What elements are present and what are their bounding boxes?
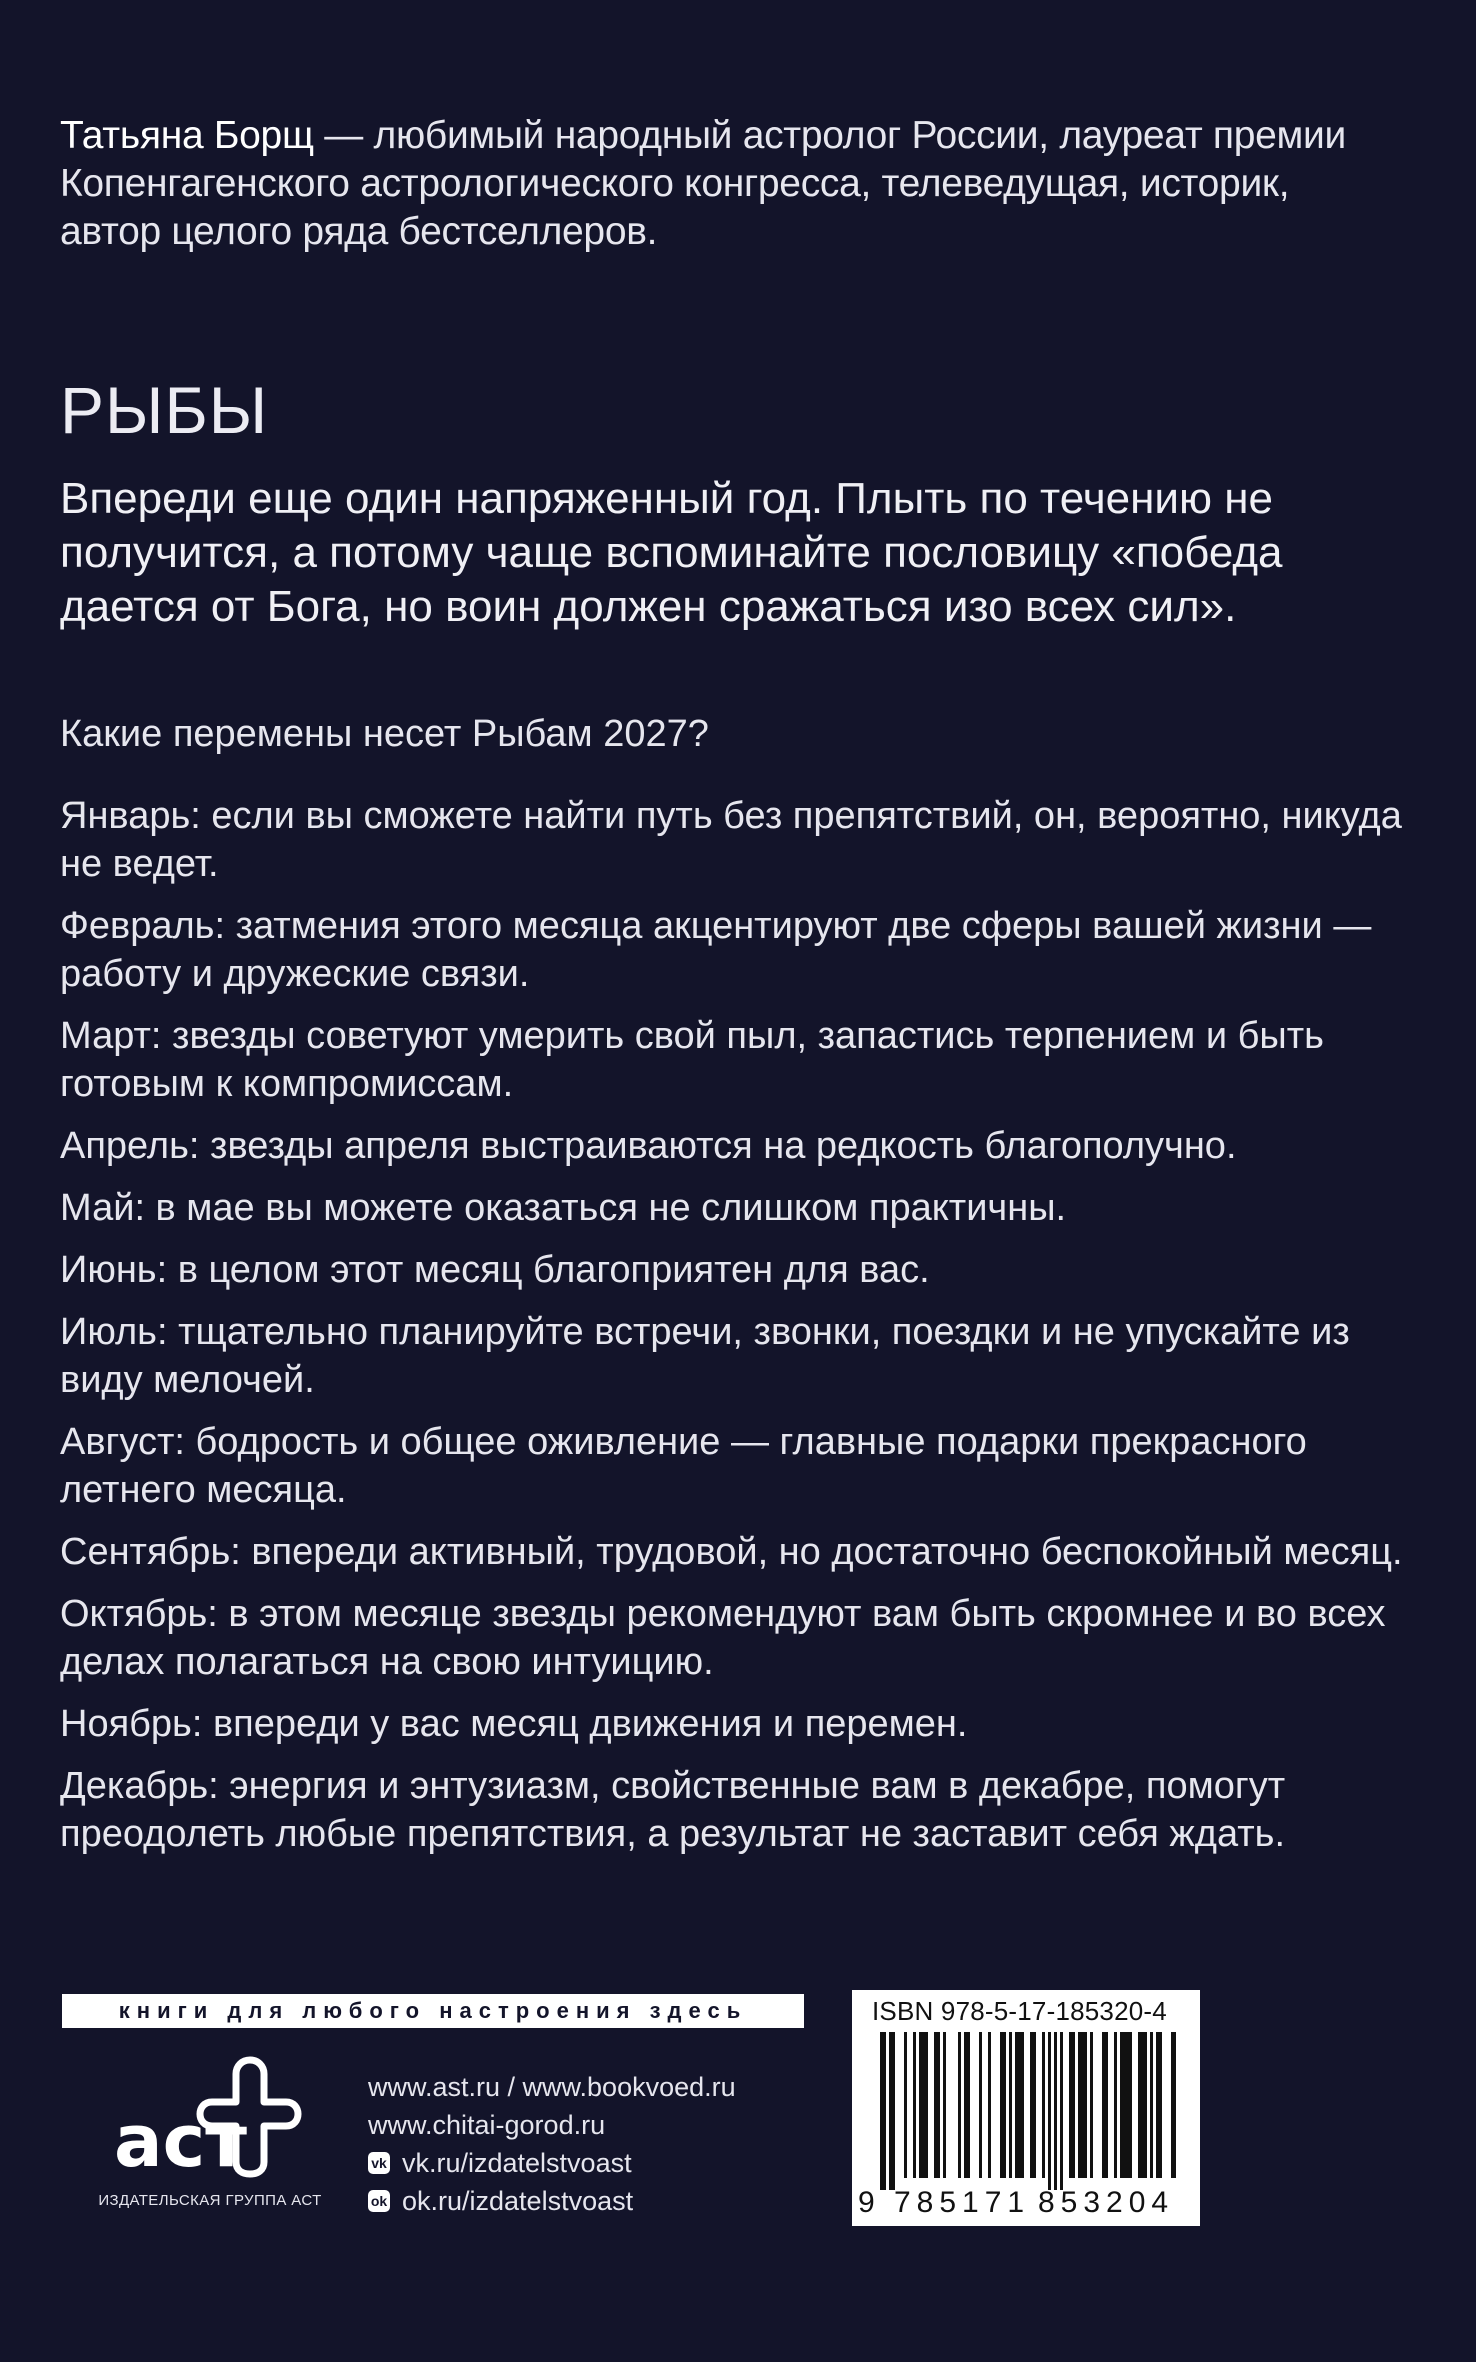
month-march: Март: звезды советуют умерить свой пыл, запастись терпением и быть готовым к компромиссам. [60, 1015, 1324, 1105]
month-january: Январь: если вы сможете найти путь без препятствий, он, вероятно, никуда не ведет. [60, 795, 1402, 885]
barcode-bar [1054, 2032, 1057, 2190]
forecast-question: Какие перемены несет Рыбам 2027? [60, 713, 709, 755]
ok-link[interactable]: ok.ru/izdatelstvoast [402, 2186, 634, 2216]
barcode-digits-right: 853204 [1038, 2186, 1175, 2219]
month-july: Июль: тщательно планируйте встречи, звонки, поездки и не упускайте из виду мелочей. [60, 1311, 1350, 1401]
barcode-bar [1069, 2032, 1075, 2178]
sign-title: РЫБЫ [60, 373, 269, 447]
vk-icon: vk [368, 2152, 390, 2174]
barcode-box [852, 1990, 1200, 2226]
isbn-text: ISBN 978-5-17-185320-4 [872, 1996, 1167, 2026]
month-september: Сентябрь: впереди активный, трудовой, но достаточно беспокойный месяц. [60, 1531, 1403, 1573]
barcode-bar [934, 2032, 940, 2178]
website-link-chitai-gorod[interactable]: www.chitai-gorod.ru [368, 2110, 606, 2140]
link-row-sites [368, 2068, 736, 2106]
barcode-bar [1015, 2032, 1024, 2178]
publisher-links [368, 2068, 736, 2220]
month-october: Октябрь: в этом месяце звезды рекомендуют вам быть скромнее и во всех делах полагаться на свою интуицию. [60, 1593, 1386, 1683]
barcode-digit-first: 9 [858, 2186, 875, 2219]
ok-icon: ok [368, 2190, 390, 2212]
barcode-bar [1048, 2032, 1051, 2190]
barcode-bar [889, 2032, 895, 2190]
barcode-bar [1090, 2032, 1093, 2178]
barcode-bar [964, 2032, 970, 2178]
barcode-bar [958, 2032, 961, 2178]
barcode-bar [880, 2032, 886, 2190]
month-november: Ноябрь: впереди у вас месяц движения и перемен. [60, 1703, 968, 1745]
barcode-bar [988, 2032, 991, 2178]
month-june: Июнь: в целом этот месяц благоприятен для вас. [60, 1249, 930, 1291]
link-row-ok [368, 2182, 736, 2220]
month-december: Декабрь: энергия и энтузиазм, свойственные вам в декабре, помогут преодолеть любые препятствия, а результат не заставит себя ждать. [60, 1765, 1286, 1855]
author-bio [60, 112, 1400, 256]
barcode-bar [1000, 2032, 1006, 2178]
month-april: Апрель: звезды апреля выстраиваются на редкость благополучно. [60, 1125, 1237, 1167]
author-bio-text: — любимый народный астролог России, лауреат премии Копенгагенского астрологического конгресса, телеведущая, историк, автор целого ряда бестселлеров. [60, 114, 1347, 253]
barcode-bar [1156, 2032, 1162, 2178]
ast-logo-text: аст [114, 2099, 247, 2180]
tagline-bar: книги для любого настроения здесь [62, 1994, 804, 2028]
vk-link[interactable]: vk.ru/izdatelstvoast [402, 2148, 632, 2178]
barcode-bar [1078, 2032, 1087, 2178]
barcode-bar [979, 2032, 982, 2178]
barcode-bar [1102, 2032, 1108, 2178]
barcode-bar [1009, 2032, 1012, 2178]
barcode-bar [943, 2032, 946, 2178]
link-row-chitai [368, 2106, 736, 2144]
barcode-bar [1150, 2032, 1153, 2178]
barcode-bar [913, 2032, 916, 2178]
barcode-bar [1042, 2032, 1045, 2178]
barcode [880, 2032, 1176, 2190]
month-may: Май: в мае вы можете оказаться не слишком практичны. [60, 1187, 1067, 1229]
barcode-bar [1060, 2032, 1063, 2190]
barcode-bar [919, 2032, 928, 2178]
barcode-bar [904, 2032, 907, 2178]
barcode-bar [1030, 2032, 1036, 2178]
barcode-bar [1138, 2032, 1147, 2178]
link-row-vk [368, 2144, 736, 2182]
author-name: Татьяна Борщ [60, 114, 314, 157]
barcode-bar [1120, 2032, 1132, 2178]
barcode-digits-left: 785171 [894, 2186, 1031, 2219]
barcode-bar [1171, 2032, 1176, 2178]
sign-intro: Впереди еще один напряженный год. Плыть по течению не получится, а потому чаще вспоминайте пословицу «победа дается от Бога, но воин должен сражаться изо всех сил». [60, 474, 1283, 631]
month-august: Август: бодрость и общее оживление — главные подарки прекрасного летнего месяца. [60, 1421, 1307, 1511]
publisher-name: ИЗДАТЕЛЬСКАЯ ГРУППА АСТ [98, 2192, 322, 2209]
website-links[interactable]: www.ast.ru / www.bookvoed.ru [368, 2072, 736, 2102]
barcode-bar [1114, 2032, 1117, 2178]
monthly-forecast-list [60, 792, 1420, 1872]
ast-logo [100, 2050, 340, 2180]
month-february: Февраль: затмения этого месяца акцентируют две сферы вашей жизни — работу и дружеские связи. [60, 905, 1372, 995]
